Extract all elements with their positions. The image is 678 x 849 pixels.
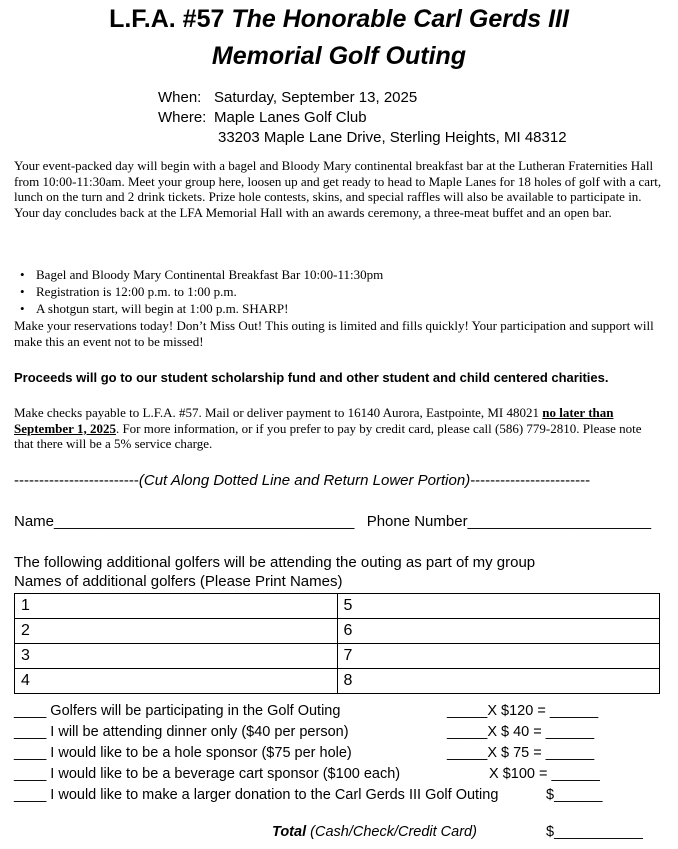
payment-text-1: Make checks payable to L.F.A. #57. Mail or deliver payment to 16140 Aurora, Eastpointe, MI 48021 <box>14 405 543 420</box>
option-label: I would like to be a beverage cart sponsor ($100 each) <box>50 766 401 782</box>
option-dinner <box>14 723 349 742</box>
phone-field[interactable]: ______________________ <box>467 513 652 530</box>
qty-blank[interactable]: _____ <box>447 703 488 719</box>
qty-blank[interactable]: _____ <box>447 745 488 761</box>
intro-paragraph: Your event-packed day will begin with a bagel and Bloody Mary continental breakfast bar at the Lutheran Fraternities Hall from 10:00-11:30am. Meet your group here, loosen up and get ready to head to Maple Lanes for 18 holes of golf with a cart, lunch on the turn and 2 drink tickets. Prize hole contests, skins, and special raffles will also be available to participate in. Your day concludes back at the LFA Memorial Hall with an awards ceremony, a three-meat buffet and an open bar. <box>14 158 662 220</box>
option-dinner-calc <box>447 723 594 742</box>
option-hole-sponsor <box>14 744 352 763</box>
table-row <box>15 594 660 619</box>
golfer-names-table <box>14 593 660 694</box>
option-blank[interactable]: ____ <box>14 703 47 719</box>
schedule-list <box>14 266 654 317</box>
total-methods: (Cash/Check/Credit Card) <box>310 824 477 840</box>
title-line-1: The Honorable Carl Gerds III <box>231 5 569 33</box>
payment-paragraph <box>14 405 662 452</box>
option-donation <box>14 786 498 805</box>
amount-blank[interactable]: ______ <box>554 787 603 803</box>
amount-blank[interactable]: ______ <box>545 745 595 761</box>
total-label: Total <box>272 824 307 840</box>
list-item: • Registration is 12:00 p.m. to 1:00 p.m. <box>14 283 654 300</box>
list-item: • Bagel and Bloody Mary Continental Breakfast Bar 10:00-11:30pm <box>14 266 654 283</box>
amount-blank[interactable]: ______ <box>549 703 599 719</box>
option-label: I would like to be a hole sponsor ($75 per hole) <box>50 745 352 761</box>
org-name: L.F.A. #57 <box>109 5 225 33</box>
option-beverage-cart <box>14 765 400 784</box>
qty-blank[interactable]: _____ <box>447 724 488 740</box>
option-blank[interactable]: ____ <box>14 745 47 761</box>
golfer-cell[interactable]: 5 <box>337 594 660 619</box>
cut-dashes-left: ------------------------- <box>14 472 139 489</box>
golfer-cell[interactable]: 8 <box>337 669 660 694</box>
where-value: Maple Lanes Golf Club <box>214 109 367 126</box>
price-label: X $120 = <box>487 703 546 719</box>
where-label: Where: <box>158 109 207 126</box>
option-golfers <box>14 702 340 721</box>
payment-text-2: . For more information, or if you prefer to pay by credit card, please call (586) 779-2810. Please note that there will be a 5% service charge. <box>14 420 642 452</box>
payment-deadline: no later than September 1, 2025 <box>14 405 614 436</box>
phone-label: Phone Number <box>366 513 468 530</box>
name-label: Name <box>14 513 55 530</box>
golfer-cell[interactable]: 7 <box>337 644 660 669</box>
total-blank[interactable]: ___________ <box>554 824 643 840</box>
option-label: Golfers will be participating in the Golf Outing <box>50 703 341 719</box>
title-line-2: Memorial Golf Outing <box>211 42 467 70</box>
when-row <box>158 88 417 108</box>
golfer-cell[interactable]: 1 <box>15 594 338 619</box>
where-row <box>158 108 367 128</box>
proceeds-statement: Proceeds will go to our student scholarship fund and other student and child centered charities. <box>14 370 609 385</box>
list-item: • A shotgun start, will begin at 1:00 p.m. SHARP! <box>14 300 654 317</box>
cut-dashes-right: ------------------------ <box>470 472 591 489</box>
golfer-cell[interactable]: 3 <box>15 644 338 669</box>
price-label: X $ 40 = <box>487 724 542 740</box>
golfer-cell[interactable]: 6 <box>337 619 660 644</box>
option-golfers-calc <box>447 702 598 721</box>
cut-line-text: (Cut Along Dotted Line and Return Lower Portion) <box>138 472 471 489</box>
name-phone-row <box>14 512 651 532</box>
additional-golfers-text: The following additional golfers will be attending the outing as part of my group <box>14 554 536 571</box>
option-blank[interactable]: ____ <box>14 766 47 782</box>
option-blank[interactable]: ____ <box>14 724 47 740</box>
option-label: I will be attending dinner only ($40 per person) <box>50 724 349 740</box>
golfer-cell[interactable]: 2 <box>15 619 338 644</box>
amount-blank[interactable]: ______ <box>545 724 595 740</box>
option-blank[interactable]: ____ <box>14 787 47 803</box>
golfer-cell[interactable]: 4 <box>15 669 338 694</box>
option-beverage-cart-calc <box>489 765 600 784</box>
table-row <box>15 619 660 644</box>
option-hole-sponsor-calc <box>447 744 594 763</box>
when-value: Saturday, September 13, 2025 <box>214 89 418 106</box>
total-dollar: $ <box>546 824 555 840</box>
table-row <box>15 669 660 694</box>
price-label: $ <box>546 787 555 803</box>
reservations-paragraph: Make your reservations today! Don’t Miss Out! This outing is limited and fills quickly! Your participation and support will make this an event not to be missed! <box>14 318 654 349</box>
table-row <box>15 644 660 669</box>
page-title <box>0 4 678 34</box>
cut-line <box>14 471 664 491</box>
price-label: X $ 75 = <box>487 745 542 761</box>
price-label: X $100 = <box>489 766 548 782</box>
total-row <box>272 823 477 842</box>
when-label: When: <box>158 89 202 106</box>
total-amount <box>546 823 643 842</box>
option-donation-calc <box>546 786 602 805</box>
additional-golfers-label: Names of additional golfers (Please Print Names) <box>14 573 343 590</box>
name-field[interactable]: ____________________________________ <box>54 513 355 530</box>
option-label: I would like to make a larger donation to the Carl Gerds III Golf Outing <box>50 787 499 803</box>
amount-blank[interactable]: ______ <box>551 766 600 782</box>
address: 33203 Maple Lane Drive, Sterling Heights, MI 48312 <box>218 129 567 146</box>
